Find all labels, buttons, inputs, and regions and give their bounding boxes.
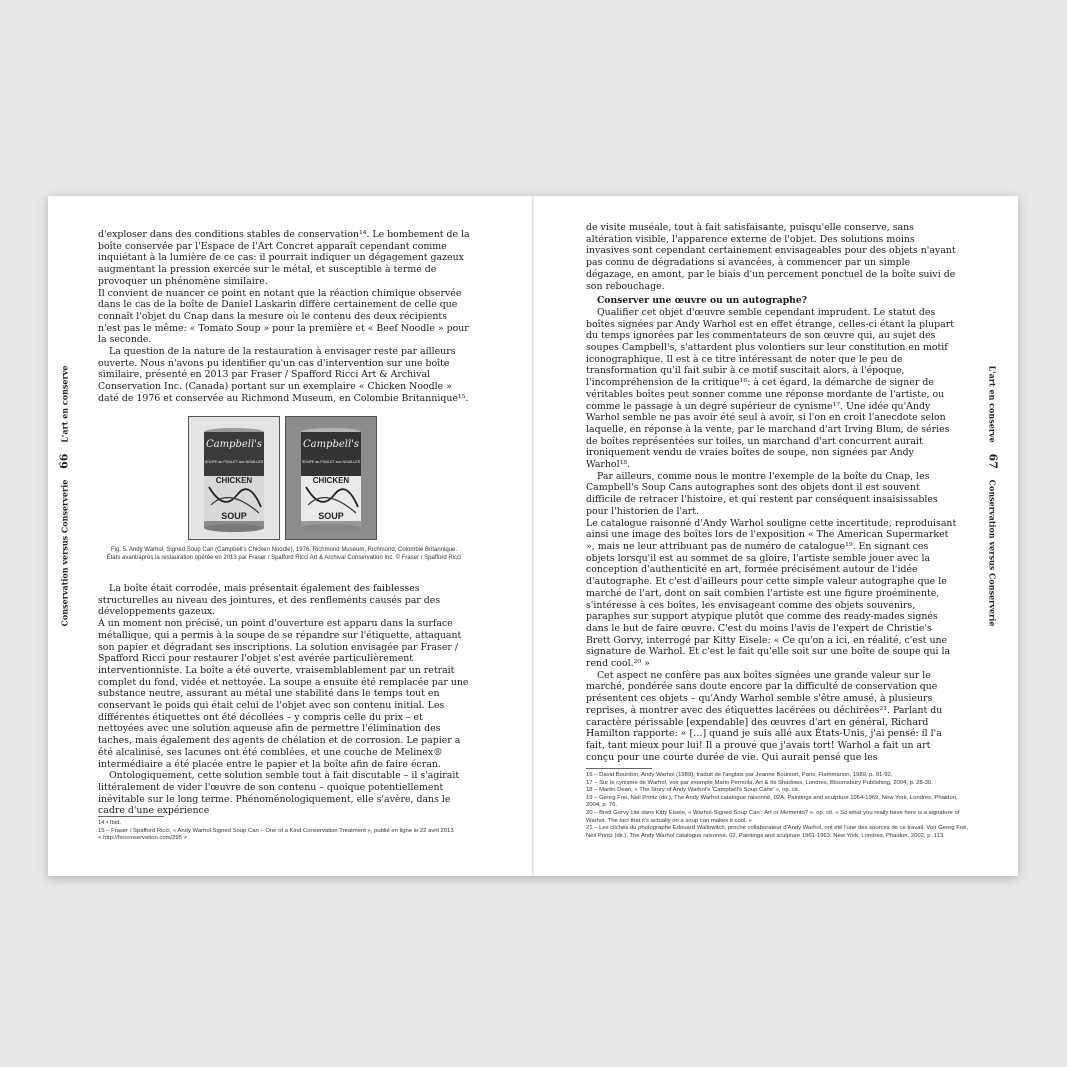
section-heading: Conserver une œuvre ou un autographe?	[597, 295, 808, 307]
running-head-title: L'art en conserve	[987, 365, 998, 443]
can-flavor-label: CHICKEN	[215, 476, 253, 485]
can-sub-label: SOUPE au POULET aux NOUILLES	[301, 460, 361, 464]
footnote: < http://fsrconservation.com/295 >	[98, 835, 188, 842]
footnote: 20 – Brett Gorvy cité dans Kitty Eisele, « Warhol-Signed Soup Can : Art or Memento? », op. cit. « So what you really have here is a signature of Warhol. The fact that it's actually on a soup can makes it cool. »	[586, 809, 960, 824]
paragraph: Cet aspect ne confère pas aux boîtes signées une grande valeur sur le marché, pondérée sans doute encore par la difficulté de conservation que présentent ces objets – qu'Andy Warhol semble s'être amusé, à plusieurs reprises, à montrer avec des étiquettes lacérées ou déchirées²¹. Parlant du caractère périssable [expendable] des œuvres d'art en général, Richard Hamilton rapporte: « […] quand je suis allé aux États-Unis, j'ai pensé: il l'a fait, tant mieux pour lui! Il a prouvé que j'avais tort! Warhol a fait un art conçu pour une courte durée de vie. Qui aurait pensé que les	[586, 669, 943, 763]
right-footnotes	[586, 768, 971, 840]
paragraph: Qualifier cet objet d'œuvre semble cependant imprudent. Le statut des boîtes signées par Andy Warhol est en effet étrange, celles-ci étant la plupart du temps ignorées par les commentateurs de son œuvre qui, au sujet des soupes Campbell's, s'attardent plus volontiers sur leur constitution en motif iconographique. Il est à ce titre intéressant de noter que le peu de transformation qu'il fait subir à ce motif suscitait alors, à l'époque, l'incompréhension de la critique¹⁶: à cet égard, la démarche de signer de véritables boîtes peut sonner comme une réponse mordante de l'artiste, ou comme le passage à un degré supérieur de cynisme¹⁷. Une idée qu'Andy Warhol semble ne pas avoir été seul à avoir, si l'on en croit l'anecdote selon laquelle, en réponse à la vente, par le marchand d'art Irving Blum, de séries de boîtes représentées sur toiles, un marchand d'art concurrent aurait ironiquement vendu de vraies boîtes de soupe, non signées par Andy Warhol¹⁸.	[586, 306, 954, 471]
running-head-section: Conservation versus Conserverie	[987, 479, 998, 627]
can-brand-label: Campbell's	[302, 439, 360, 450]
can-brand-label: Campbell's	[205, 439, 263, 450]
book-spread	[48, 196, 1018, 876]
right-page	[533, 196, 1018, 876]
paragraph: La question de la nature de la restauration à envisager reste par ailleurs ouverte. Nous n'avons pu identifier qu'un cas d'intervention sur une boîte similaire, présenté en 2013 par Fraser / Spafford Ricci Art & Archival Conservation Inc. (Canada) portant sur un exemplaire « Chicken Noodle » daté de 1976 et conservée au Richmond Museum, en Colombie Britannique¹⁵.	[98, 346, 469, 404]
footnote: 16 – David Bourdon, Andy Warhol (1989), traduit de l'anglais par Jeanne Bouniort, Paris, Flammarion, 1989, p. 91-92.	[586, 772, 893, 778]
paragraph: de visite muséale, tout à fait satisfaisante, puisqu'elle conserve, sans altération visible, l'apparence externe de l'objet. Des solutions moins invasives sont cependant certainement envisageables pour des objets n'ayant pas connu de dégradations si avancées, à commencer par un simple dégazage, en amont, par le biais d'un percement ponctuel de la boîte suivi de son rebouchage.	[586, 222, 956, 292]
right-running-head	[987, 366, 1000, 627]
footnote: 15 – Fraser / Spafford Ricci, « Andy Warhol Signed Soup Can – One of a Kind Conservation Treatment », publié en ligne le 22 avril 2013	[98, 827, 454, 834]
footnote: 19 – Georg Frei, Neil Printz (dir.), The Andy Warhol catalogue raisonné, 02A, Paintings and sculpture 1964-1969, New York, Londres, Phaidon, 2004, p. 76.	[586, 794, 958, 809]
paragraph: d'exploser dans des conditions stables de conservation¹⁴. Le bombement de la boîte conservée par l'Espace de l'Art Concret apparaît cependant comme inquiétant à la lumière de ce cas: il pourrait indiquer un dégagement gazeux augmentant la pression exercée sur le métal, et susceptible à terme de provoquer un phénomène similaire.	[98, 229, 470, 287]
can-soup-label: SOUP	[318, 511, 344, 521]
caption-line: États avant/après la restauration opérée en 2013 par Fraser / Spafford Ricci Art & Archival Conservation Inc. © Fraser / Spafford Ricci	[106, 555, 462, 561]
running-head-title: L'art en conserve	[59, 365, 70, 443]
paragraph: La boîte était corrodée, mais présentait également des faiblesses structurelles au niveau des jointures, et des renflements causés par des développements gazeux.	[98, 583, 441, 618]
footnote: 21 – Les clichés du photographe Edouard Wallowitch, proche collaborateur d'Andy Warhol, ont été l'une des sources de ce travail. Voir Georg Frei, Neil Printz (dir.), The Andy Warhol catalogue raisonné, 02, Paintings and sculpture 1961-1963, New York, Londres, Phaidon, 2002, p. 113.	[586, 825, 968, 839]
paragraph: Le catalogue raisonné d'Andy Warhol souligne cette incertitude, reproduisant ainsi une image des boîtes lors de l'exposition « The American Supermarket », mais ne leur attribuant pas de numéro de catalogue¹⁹. En signant ces objets lorsqu'il est au sommet de sa gloire, l'artiste semble jouer avec la conception d'authenticité en art, formée précisément autour de l'idée d'autographe. Et c'est d'ailleurs pour cette simple valeur autographe que le marché de l'art, dont on sait combien l'artiste est une figure proéminente, s'intéresse à ces boîtes, les envisageant comme des objets souvenirs, paraphes sur support atypique plutôt que comme des ready-mades signés dans le but de faire œuvre. C'est du moins l'avis de l'expert de Christie's Brett Gorvy, interrogé par Kitty Eisele: « Ce qu'on a ici, en réalité, c'est une signature de Warhol. Et c'est le fait qu'elle soit sur une boîte de soupe qui la rend cool.²⁰ »	[586, 517, 957, 670]
photo-before-restoration	[188, 416, 280, 540]
paragraph: Par ailleurs, comme nous le montre l'exemple de la boîte du Cnap, les Campbell's Soup Cans autographes sont des objets dont il est souvent difficile de retracer l'histoire, et qui restent par conséquent insaisissables pour l'historien de l'art.	[586, 470, 938, 517]
footnote: 18 – Martin Dean, « The Story of Andy Warhol's 'Campbell's Soup Cans' », op. cit.	[586, 787, 800, 794]
left-body-text-top	[98, 229, 470, 405]
can-flavor-label: CHICKEN	[312, 476, 350, 485]
figure-soup-cans	[188, 416, 378, 540]
left-footnotes	[98, 816, 478, 843]
photo-after-restoration	[285, 416, 377, 540]
can-sub-label: SOUPE au POULET aux NOUILLES	[204, 460, 264, 464]
left-body-text-bottom	[98, 583, 470, 817]
footnote: 14 • Ibid.	[98, 820, 122, 826]
figure-caption	[98, 546, 470, 562]
paragraph: Il convient de nuancer ce point en notant que la réaction chimique observée dans le cas de la boîte de Daniel Laskarin diffère certainement de celle que connaît l'objet du Cnap dans la mesure où le contenu des deux récipients n'est pas le même: « Tomato Soup » pour la première et « Beef Noodle » pour la seconde.	[98, 287, 469, 346]
footnote: 17 – Sur le cynisme de Warhol, voir par exemple Mario Perniola, Art & Its Shadows, Londres, Bloomsbury Publishing, 2004, p. 28-30.	[586, 779, 933, 786]
paragraph: À un moment non précisé, un point d'ouverture est apparu dans la surface métallique, qui a permis à la soupe de se répandre sur l'étiquette, attaquant son papier et dégradant ses inscriptions. La solution envisagée par Fraser / Spafford Ricci pour restaurer l'objet s'est avérée particulièrement interventionniste. La boîte a été ouverte, vraisemblablement par un retrait complet du fond, vidée et nettoyée. La soupe a ensuite été remplacée par une substance neutre, assurant au métal une stabilité dans le temps tout en conservant le poids qui était celui de l'objet avec son contenu initial. Les différentes étiquettes ont été décollées – y compris celle du prix – et nettoyées avec une solution aqueuse afin de permettre l'élimination des taches, mais également des agents de chélation et de corrosion. Le papier a été alcalinisé, ses lacunes ont été comblées, et une couche de Melinex® intermédiaire a été placée entre le papier et la boîte afin de faire écran.	[98, 618, 469, 770]
page-number: 67	[986, 453, 1000, 469]
caption-line: Fig. 5. Andy Warhol, Signed Soup Can (Campbell's Chicken Noodle), 1976, Richmond Museum, Richmond, Colombie Britannique.	[110, 547, 458, 553]
footnote-rule	[98, 816, 164, 817]
footnote-rule	[586, 768, 652, 769]
paragraph: Ontologiquement, cette solution semble tout à fait discutable – il s'agirait littéralement de vider l'œuvre de son contenu – quoique potentiellement inévitable sur le long terme. Phénoménologiquement, elle s'avère, dans le cadre d'une expérience	[98, 770, 460, 817]
page-number: 66	[57, 453, 71, 469]
running-head-section: Conservation versus Conserverie	[59, 479, 70, 627]
left-page	[48, 196, 533, 876]
right-body-text	[586, 222, 958, 763]
can-soup-label: SOUP	[221, 511, 247, 521]
left-running-head	[58, 366, 71, 627]
